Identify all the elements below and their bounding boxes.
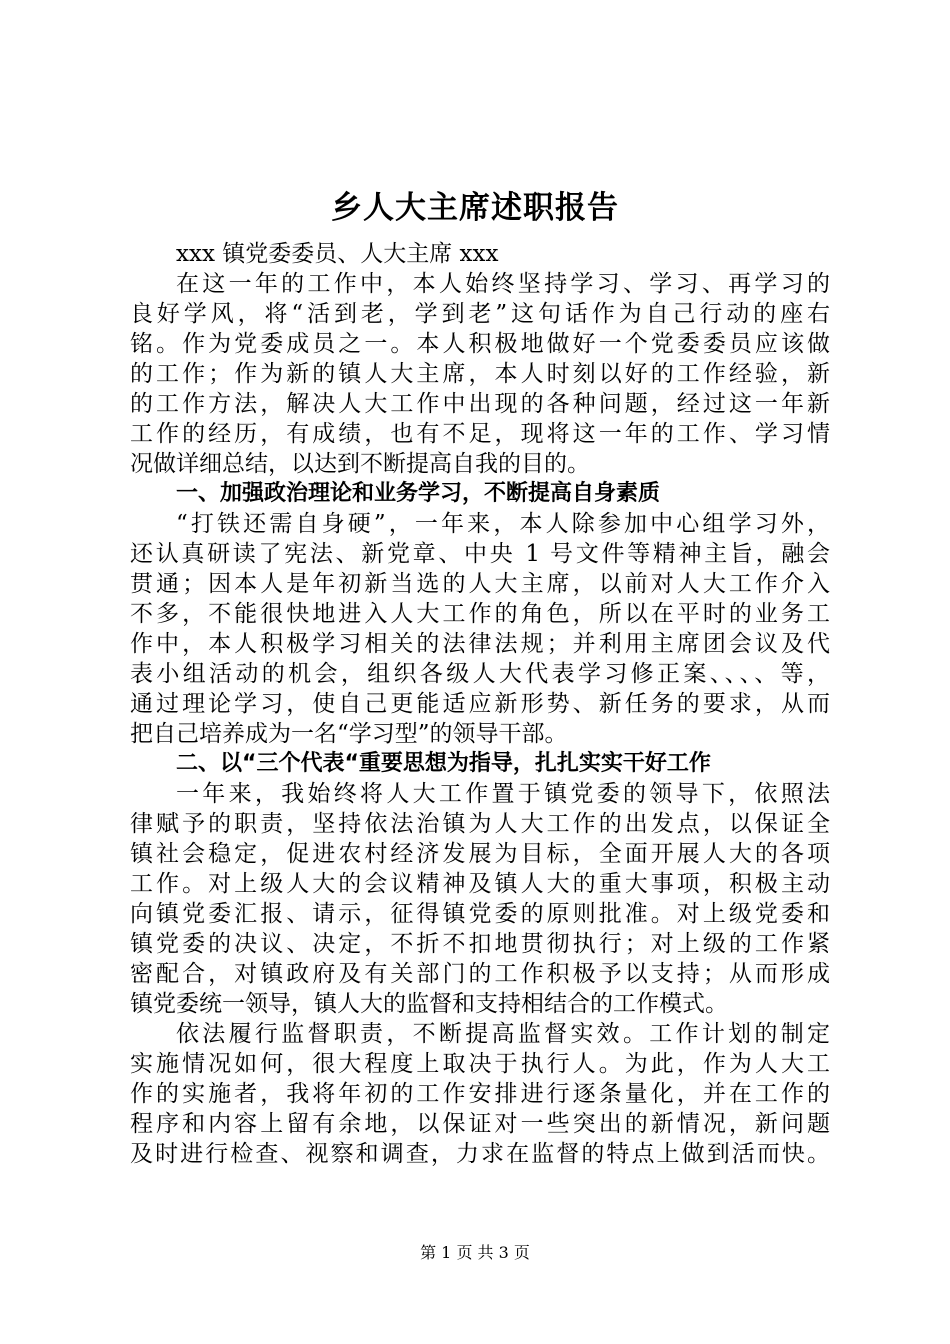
paragraph-line: 良好学风，将“活到老，学到老”这句话作为自己行动的座右 bbox=[130, 301, 830, 327]
paragraph-line: 表小组活动的机会，组织各级人大代表学习修正案、、、、等， bbox=[130, 661, 830, 687]
paragraph-line: 作的实施者，我将年初的工作安排进行逐条量化，并在工作的 bbox=[130, 1081, 830, 1107]
paragraph-line: 密配合，对镇政府及有关部门的工作积极予以支持；从而形成 bbox=[130, 961, 830, 987]
section-heading: 一、加强政治理论和业务学习，不断提高自身素质 bbox=[176, 481, 661, 506]
paragraph-line: 程序和内容上留有余地，以保证对一些突出的新情况，新问题 bbox=[130, 1111, 830, 1137]
paragraph-line: 工作的经历，有成绩，也有不足，现将这一年的工作、学习情 bbox=[130, 421, 830, 447]
paragraph-line: 作中，本人积极学习相关的法律法规；并利用主席团会议及代 bbox=[130, 631, 830, 657]
paragraph-line: “打铁还需自身硬”，一年来，本人除参加中心组学习外， bbox=[176, 511, 830, 537]
paragraph-line: 铭。作为党委成员之一。本人积极地做好一个党委委员应该做 bbox=[130, 331, 830, 357]
paragraph-line: 不多，不能很快地进入人大工作的角色，所以在平时的业务工 bbox=[130, 601, 830, 627]
paragraph-line: 一年来，我始终将人大工作置于镇党委的领导下，依照法 bbox=[176, 781, 830, 807]
paragraph-line: 镇社会稳定，促进农村经济发展为目标，全面开展人大的各项 bbox=[130, 841, 830, 867]
paragraph-line: 的工作方法，解决人大工作中出现的各种问题，经过这一年新 bbox=[130, 391, 830, 417]
paragraph-line: 还认真研读了宪法、新党章、中央 1 号文件等精神主旨，融会 bbox=[130, 541, 830, 567]
paragraph-line: 实施情况如何，很大程度上取决于执行人。为此，作为人大工 bbox=[130, 1051, 830, 1077]
paragraph-line: 把自己培养成为一名“学习型”的领导干部。 bbox=[130, 721, 568, 747]
section-heading: 二、以“三个代表“重要思想为指导，扎扎实实干好工作 bbox=[176, 751, 711, 776]
paragraph-line: 工作。对上级人大的会议精神及镇人大的重大事项，积极主动 bbox=[130, 871, 830, 897]
paragraph-line: 在这一年的工作中，本人始终坚持学习、学习、再学习的 bbox=[176, 271, 830, 297]
author-line: xxx 镇党委委员、人大主席 xxx bbox=[176, 241, 499, 267]
document-title: 乡人大主席述职报告 bbox=[331, 190, 619, 226]
paragraph-line: 通过理论学习，使自己更能适应新形势、新任务的要求，从而 bbox=[130, 691, 830, 717]
paragraph-line: 的工作；作为新的镇人大主席，本人时刻以好的工作经验，新 bbox=[130, 361, 830, 387]
paragraph-line: 镇党委统一领导，镇人大的监督和支持相结合的工作模式。 bbox=[130, 991, 728, 1017]
paragraph-line: 镇党委的决议、决定，不折不扣地贯彻执行；对上级的工作紧 bbox=[130, 931, 830, 957]
paragraph-line: 况做详细总结，以达到不断提高自我的目的。 bbox=[130, 451, 590, 477]
paragraph-line: 依法履行监督职责，不断提高监督实效。工作计划的制定 bbox=[176, 1021, 830, 1047]
document-body bbox=[130, 239, 830, 1169]
paragraph-line: 向镇党委汇报、请示，征得镇党委的原则批准。对上级党委和 bbox=[130, 901, 830, 927]
paragraph-line: 律赋予的职责，坚持依法治镇为人大工作的出发点，以保证全 bbox=[130, 811, 830, 837]
paragraph-line: 及时进行检查、视察和调查，力求在监督的特点上做到活而快。 bbox=[130, 1141, 830, 1167]
paragraph-line: 贯通；因本人是年初新当选的人大主席，以前对人大工作介入 bbox=[130, 571, 830, 597]
page-number-footer: 第 1 页 共 3 页 bbox=[420, 1243, 530, 1262]
